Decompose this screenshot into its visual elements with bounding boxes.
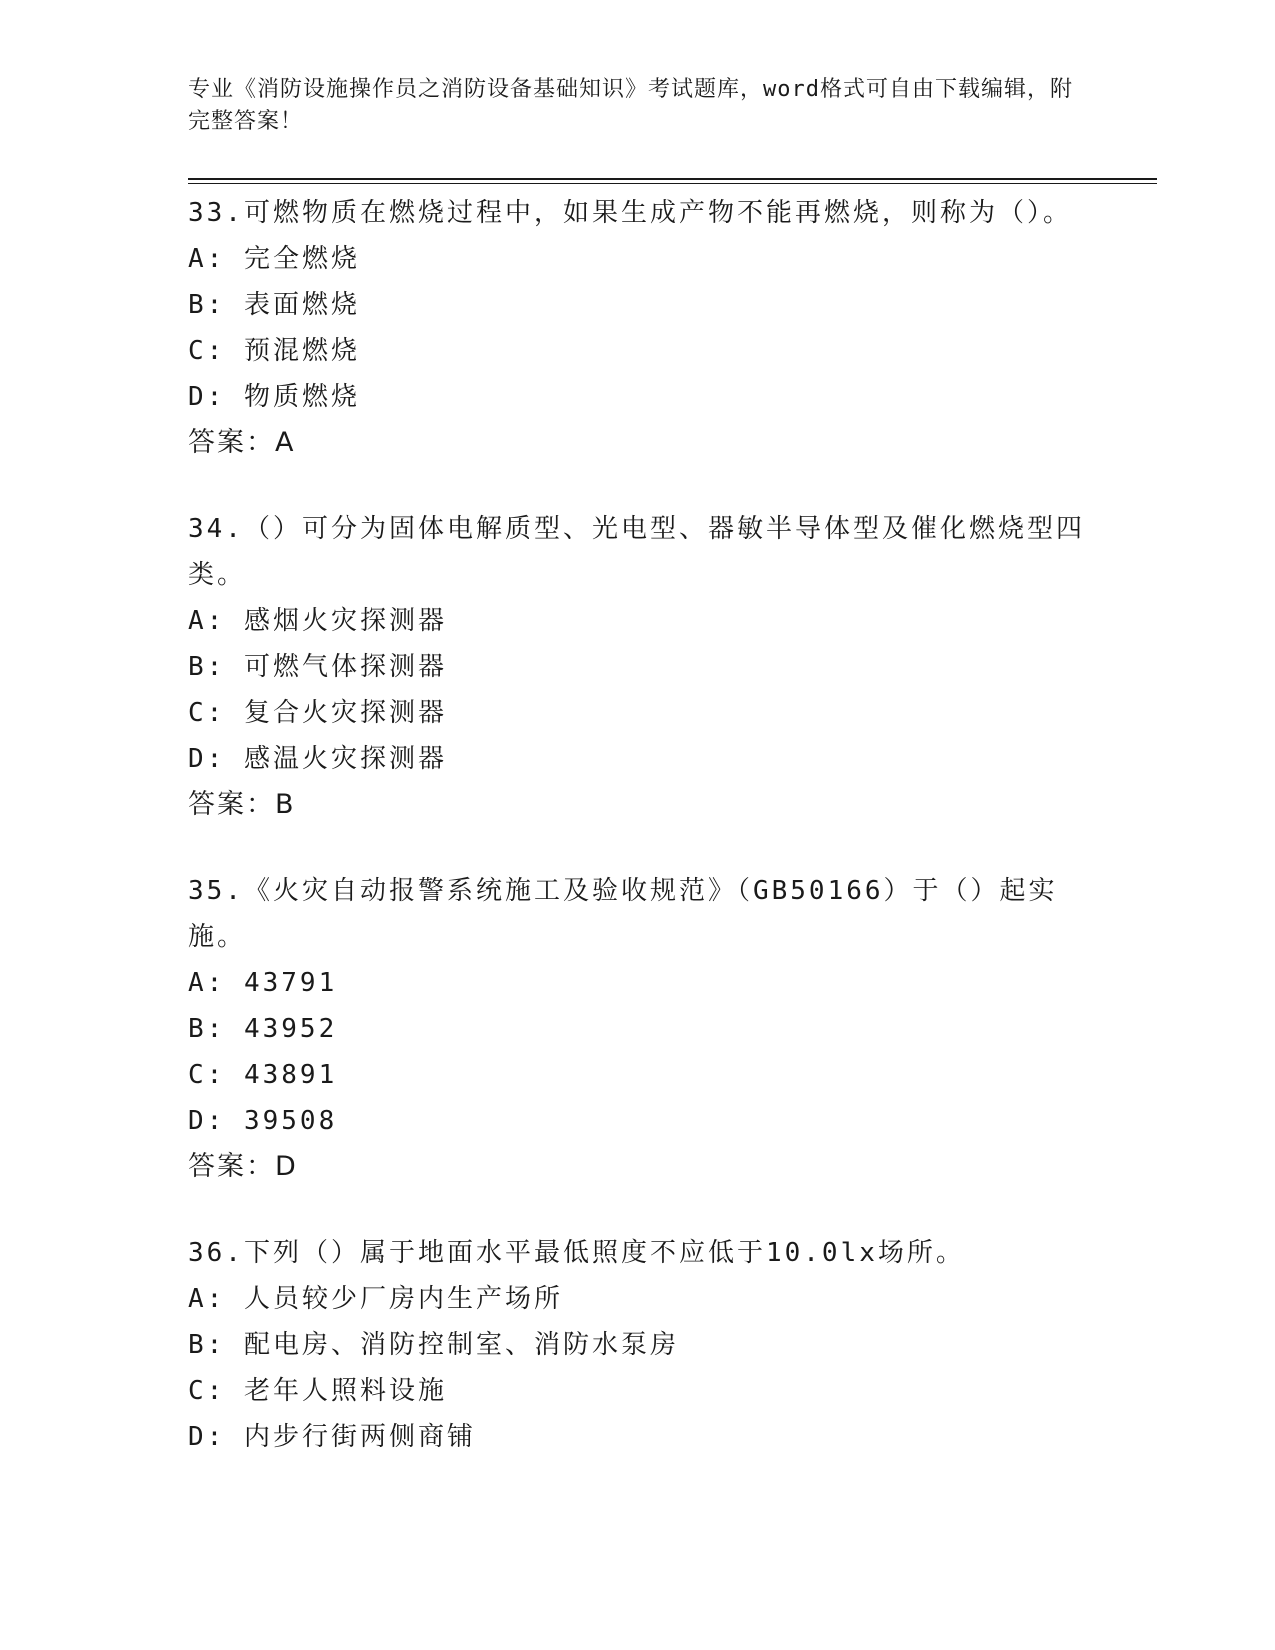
- option-d: D: 感温火灾探测器: [188, 744, 447, 774]
- option-d: D: 内步行街两侧商铺: [188, 1422, 476, 1452]
- option-c: C: 预混燃烧: [188, 336, 360, 366]
- option-c: C: 43891: [188, 1060, 338, 1090]
- question-text: 33.可燃物质在燃烧过程中，如果生成产物不能再燃烧，则称为（）。: [188, 198, 1072, 228]
- header-divider-thin: [188, 183, 1157, 184]
- question-36: [188, 1230, 1088, 1460]
- answer-line: 答案：B: [188, 789, 296, 820]
- option-c: C: 复合火灾探测器: [188, 698, 447, 728]
- answer-line: 答案：D: [188, 1151, 298, 1182]
- option-c: C: 老年人照料设施: [188, 1376, 447, 1406]
- question-list: [188, 190, 1088, 1500]
- option-d: D: 物质燃烧: [188, 382, 360, 412]
- option-a: A: 43791: [188, 968, 338, 998]
- option-b: B: 43952: [188, 1014, 338, 1044]
- option-b: B: 表面燃烧: [188, 290, 360, 320]
- question-33: [188, 190, 1088, 466]
- answer-line: 答案：A: [188, 427, 296, 458]
- option-b: B: 配电房、消防控制室、消防水泵房: [188, 1330, 679, 1360]
- header-divider-thick: [188, 178, 1157, 180]
- document-header: 专业《消防设施操作员之消防设备基础知识》考试题库，word格式可自由下载编辑，附完整答案！: [188, 77, 1073, 134]
- question-text: 36.下列（）属于地面水平最低照度不应低于10.0lx场所。: [188, 1238, 965, 1268]
- option-a: A: 感烟火灾探测器: [188, 606, 447, 636]
- question-text: 35.《火灾自动报警系统施工及验收规范》（GB50166）于（）起实施。: [188, 876, 1058, 952]
- option-b: B: 可燃气体探测器: [188, 652, 447, 682]
- option-a: A: 人员较少厂房内生产场所: [188, 1284, 563, 1314]
- option-d: D: 39508: [188, 1106, 338, 1136]
- question-text: 34.（）可分为固体电解质型、光电型、器敏半导体型及催化燃烧型四类。: [188, 514, 1085, 590]
- option-a: A: 完全燃烧: [188, 244, 360, 274]
- question-34: [188, 506, 1088, 828]
- question-35: [188, 868, 1088, 1190]
